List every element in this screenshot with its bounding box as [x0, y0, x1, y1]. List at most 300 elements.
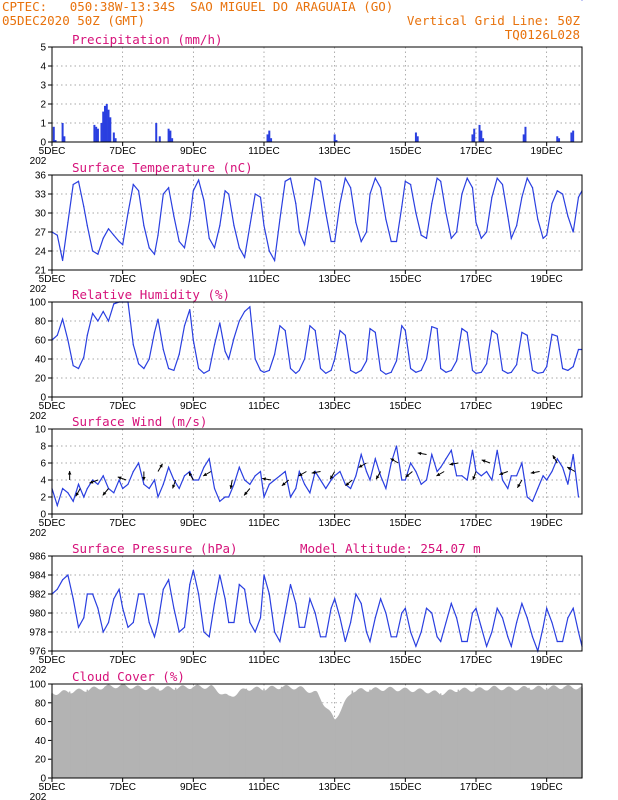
temperature-point	[209, 238, 210, 239]
pressure-xtick-label: 9DEC	[179, 655, 207, 666]
humidity-xtick-label: 5DEC	[38, 401, 66, 412]
wind-point	[285, 471, 286, 472]
pressure-point	[401, 612, 402, 613]
wind-point	[334, 475, 335, 476]
temperature-point	[62, 260, 63, 261]
temperature-point	[133, 184, 134, 185]
humidity-point	[410, 368, 411, 369]
pressure-point	[193, 570, 194, 571]
wind-point	[299, 471, 300, 472]
humidity-ytick-label: 40	[34, 354, 46, 366]
wind-point	[481, 475, 482, 476]
precip-bar	[100, 123, 102, 142]
humidity-point	[502, 370, 503, 371]
humidity-year-fragment: 202	[29, 411, 47, 422]
humidity-point	[173, 370, 174, 371]
cloud-cover-ytick-label: 0	[40, 773, 46, 785]
pressure-point	[467, 641, 468, 642]
pressure-point	[369, 641, 370, 642]
precipitation-ytick-label: 3	[40, 80, 46, 92]
humidity-point	[225, 351, 226, 352]
humidity-ytick-label: 80	[34, 316, 46, 328]
temperature-point	[83, 206, 84, 207]
temperature-point	[119, 241, 120, 242]
pressure-point	[73, 598, 74, 599]
humidity-point	[92, 313, 93, 314]
temperature-panel	[30, 160, 583, 295]
pressure-title: Surface Pressure (hPa)	[72, 541, 238, 556]
precipitation-xtick-label: 17DEC	[459, 146, 493, 157]
precip-bar	[479, 125, 481, 142]
humidity-point	[67, 339, 68, 340]
temperature-point	[127, 212, 128, 213]
humidity-point	[578, 349, 579, 350]
humidity-ytick-label: 100	[29, 297, 46, 309]
temperature-point	[369, 193, 370, 194]
wind-xtick-label: 5DEC	[38, 518, 66, 529]
temperature-xtick-label: 9DEC	[179, 274, 207, 285]
wind-point	[122, 488, 123, 489]
pressure-point	[228, 622, 229, 623]
humidity-point	[87, 335, 88, 336]
precip-bar	[482, 138, 484, 142]
humidity-point	[467, 332, 468, 333]
wind-point	[209, 458, 210, 459]
precip-bar	[155, 123, 157, 142]
precip-bar	[417, 136, 419, 142]
pressure-point	[475, 608, 476, 609]
pressure-point	[451, 603, 452, 604]
humidity-point	[521, 332, 522, 333]
wind-point	[573, 454, 574, 455]
precip-bar	[480, 131, 482, 142]
humidity-point	[193, 339, 194, 340]
wind-point	[255, 475, 256, 476]
humidity-point	[325, 373, 326, 374]
humidity-point	[401, 325, 402, 326]
humidity-point	[239, 320, 240, 321]
wind-point	[157, 496, 158, 497]
temperature-point	[497, 178, 498, 179]
pressure-point	[249, 622, 250, 623]
humidity-point	[62, 319, 63, 320]
wind-point	[154, 479, 155, 480]
humidity-point	[573, 366, 574, 367]
pressure-point	[497, 608, 498, 609]
wind-point	[119, 479, 120, 480]
temperature-point	[304, 244, 305, 245]
pressure-point	[78, 627, 79, 628]
wind-point	[269, 484, 270, 485]
temperature-point	[475, 222, 476, 223]
temperature-point	[521, 197, 522, 198]
precip-bar	[108, 110, 110, 142]
temperature-point	[189, 219, 190, 220]
precip-bar	[556, 136, 558, 142]
temperature-point	[546, 235, 547, 236]
wind-point	[396, 445, 397, 446]
humidity-point	[369, 328, 370, 329]
humidity-point	[475, 373, 476, 374]
temperature-point	[225, 190, 226, 191]
pressure-year-fragment: 202	[29, 665, 47, 676]
cloud-cover-ytick-label: 20	[34, 754, 46, 766]
humidity-point	[345, 335, 346, 336]
temperature-point	[396, 241, 397, 242]
humidity-panel	[29, 287, 582, 422]
humidity-point	[163, 349, 164, 350]
temperature-point	[405, 181, 406, 182]
humidity-point	[440, 368, 441, 369]
pressure-point	[290, 584, 291, 585]
wind-point	[163, 484, 164, 485]
wind-point	[361, 454, 362, 455]
temperature-point	[285, 181, 286, 182]
pressure-point	[325, 636, 326, 637]
wind-point	[385, 488, 386, 489]
precip-bar	[62, 123, 64, 142]
temperature-ytick-label: 33	[34, 189, 46, 201]
pressure-ytick-label: 984	[29, 570, 46, 582]
precipitation-year-fragment: 202	[29, 156, 47, 167]
temperature-point	[511, 238, 512, 239]
humidity-point	[567, 370, 568, 371]
pressure-point	[157, 622, 158, 623]
pressure-point	[440, 641, 441, 642]
humidity-point	[339, 330, 340, 331]
wind-point	[214, 488, 215, 489]
humidity-point	[78, 368, 79, 369]
temperature-plot-area	[52, 175, 582, 270]
humidity-point	[405, 330, 406, 331]
humidity-point	[103, 311, 104, 312]
wind-point	[369, 479, 370, 480]
pressure-point	[309, 598, 310, 599]
pressure-xtick-label: 15DEC	[389, 655, 422, 666]
pressure-point	[214, 603, 215, 604]
temperature-point	[320, 181, 321, 182]
temperature-point	[193, 190, 194, 191]
precip-bar	[168, 129, 170, 142]
pressure-point	[173, 608, 174, 609]
header-run-date: 05DEC2020 50Z (GMT)	[2, 13, 145, 28]
pressure-point	[421, 631, 422, 632]
pressure-point	[502, 617, 503, 618]
precip-bar	[95, 127, 97, 142]
pressure-point	[127, 627, 128, 628]
temperature-xtick-label: 13DEC	[318, 274, 351, 285]
humidity-point	[133, 344, 134, 345]
pressure-point	[437, 636, 438, 637]
pressure-point	[209, 636, 210, 637]
wind-point	[78, 484, 79, 485]
precip-bar	[523, 134, 525, 142]
wind-point	[502, 479, 503, 480]
humidity-ytick-label: 0	[40, 392, 46, 404]
temperature-point	[578, 197, 579, 198]
humidity-point	[532, 370, 533, 371]
temperature-point	[279, 219, 280, 220]
wind-point	[551, 471, 552, 472]
pressure-point	[320, 636, 321, 637]
wind-point	[426, 479, 427, 480]
wind-point	[189, 471, 190, 472]
precipitation-ytick-label: 2	[40, 99, 46, 111]
wind-point	[557, 458, 558, 459]
humidity-point	[209, 370, 210, 371]
wind-xtick-label: 7DEC	[109, 518, 137, 529]
temperature-point	[543, 238, 544, 239]
temperature-point	[149, 247, 150, 248]
pressure-point	[225, 598, 226, 599]
pressure-point	[481, 627, 482, 628]
pressure-point	[557, 641, 558, 642]
precipitation-xtick-label: 15DEC	[389, 146, 422, 157]
humidity-point	[486, 363, 487, 364]
pressure-point	[527, 617, 528, 618]
temperature-point	[472, 187, 473, 188]
temperature-point	[502, 184, 503, 185]
wind-point	[103, 475, 104, 476]
pressure-point	[334, 598, 335, 599]
precip-bar	[53, 127, 55, 142]
wind-point	[537, 488, 538, 489]
pressure-point	[315, 612, 316, 613]
pressure-point	[67, 574, 68, 575]
humidity-point	[472, 370, 473, 371]
temperature-point	[157, 235, 158, 236]
temperature-point	[113, 235, 114, 236]
pressure-point	[461, 641, 462, 642]
wind-xtick-label: 9DEC	[179, 518, 207, 529]
temperature-ytick-label: 36	[34, 170, 46, 182]
precip-bar	[159, 136, 161, 142]
pressure-point	[345, 641, 346, 642]
pressure-point	[198, 593, 199, 594]
temperature-xtick-label: 5DEC	[38, 274, 66, 285]
wind-point	[567, 484, 568, 485]
humidity-point	[73, 365, 74, 366]
humidity-point	[260, 370, 261, 371]
precip-bar	[109, 117, 111, 142]
temperature-point	[410, 184, 411, 185]
wind-point	[320, 479, 321, 480]
wind-plot-area	[52, 429, 582, 514]
wind-point	[532, 501, 533, 502]
wind-xtick-label: 13DEC	[318, 518, 351, 529]
wind-title: Surface Wind (m/s)	[72, 414, 208, 429]
cloud-cover-ytick-label: 60	[34, 717, 46, 729]
precip-bar	[572, 131, 574, 142]
temperature-point	[244, 257, 245, 258]
wind-point	[437, 471, 438, 472]
humidity-title: Relative Humidity (%)	[72, 287, 231, 302]
temperature-point	[103, 238, 104, 239]
temperature-point	[143, 225, 144, 226]
temperature-point	[339, 203, 340, 204]
humidity-point	[355, 373, 356, 374]
pressure-point	[255, 631, 256, 632]
wind-point	[133, 471, 134, 472]
humidity-xtick-label: 17DEC	[459, 401, 493, 412]
header-model-id: TQ0126L028	[504, 27, 580, 42]
wind-point	[355, 475, 356, 476]
humidity-point	[279, 325, 280, 326]
humidity-point	[415, 372, 416, 373]
pressure-point	[573, 608, 574, 609]
temperature-point	[184, 247, 185, 248]
humidity-plot-area	[52, 302, 582, 397]
pressure-point	[532, 636, 533, 637]
temperature-point	[421, 235, 422, 236]
wind-ytick-label: 4	[40, 475, 46, 487]
pressure-point	[396, 636, 397, 637]
humidity-point	[244, 311, 245, 312]
model-altitude: Model Altitude: 254.07 m	[300, 541, 481, 556]
wind-point	[456, 475, 457, 476]
cloud-cover-xtick-label: 15DEC	[389, 782, 422, 793]
pressure-point	[551, 622, 552, 623]
wind-point	[562, 467, 563, 468]
temperature-xtick-label: 17DEC	[459, 274, 493, 285]
temperature-point	[437, 178, 438, 179]
wind-point	[445, 458, 446, 459]
pressure-point	[163, 589, 164, 590]
pressure-point	[339, 617, 340, 618]
humidity-point	[421, 370, 422, 371]
temperature-point	[481, 238, 482, 239]
precip-bar	[113, 133, 115, 143]
wind-point	[350, 488, 351, 489]
precip-bar	[524, 127, 526, 142]
pressure-point	[331, 608, 332, 609]
pressure-point	[445, 622, 446, 623]
wind-point	[57, 505, 58, 506]
pressure-xtick-label: 11DEC	[248, 655, 280, 666]
temperature-point	[97, 254, 98, 255]
temperature-point	[355, 222, 356, 223]
humidity-point	[431, 326, 432, 327]
pressure-point	[426, 608, 427, 609]
wind-point	[467, 479, 468, 480]
pressure-point	[521, 603, 522, 604]
wind-point	[184, 475, 185, 476]
pressure-point	[385, 612, 386, 613]
pressure-point	[274, 631, 275, 632]
cloud-cover-year-fragment: 202	[29, 792, 47, 800]
humidity-point	[233, 338, 234, 339]
wind-point	[491, 479, 492, 480]
humidity-xtick-label: 7DEC	[109, 401, 137, 412]
humidity-point	[154, 332, 155, 333]
wind-point	[366, 471, 367, 472]
wind-point	[274, 479, 275, 480]
pressure-point	[456, 617, 457, 618]
humidity-point	[507, 373, 508, 374]
pressure-point	[279, 641, 280, 642]
humidity-point	[309, 325, 310, 326]
wind-xtick-label: 11DEC	[248, 518, 280, 529]
humidity-ytick-label: 60	[34, 335, 46, 347]
temperature-point	[350, 187, 351, 188]
precip-bar	[471, 134, 473, 142]
temperature-point	[532, 187, 533, 188]
wind-point	[339, 471, 340, 472]
precip-bar	[473, 129, 475, 142]
humidity-point	[274, 354, 275, 355]
pressure-point	[108, 622, 109, 623]
humidity-point	[57, 335, 58, 336]
wind-point	[260, 471, 261, 472]
temperature-point	[274, 260, 275, 261]
pressure-ytick-label: 980	[29, 608, 46, 620]
pressure-point	[410, 631, 411, 632]
pressure-point	[391, 636, 392, 637]
pressure-point	[143, 593, 144, 594]
temperature-point	[154, 254, 155, 255]
pressure-ytick-label: 976	[29, 646, 46, 658]
humidity-point	[157, 319, 158, 320]
pressure-point	[122, 608, 123, 609]
pressure-point	[260, 617, 261, 618]
pressure-point	[233, 622, 234, 623]
pressure-point	[295, 603, 296, 604]
temperature-point	[445, 212, 446, 213]
pressure-plot-area	[52, 556, 582, 651]
temperature-point	[451, 238, 452, 239]
temperature-point	[315, 178, 316, 179]
humidity-point	[214, 344, 215, 345]
temperature-point	[380, 187, 381, 188]
temperature-point	[219, 225, 220, 226]
humidity-point	[290, 368, 291, 369]
precipitation-xtick-label: 11DEC	[248, 146, 280, 157]
humidity-point	[285, 330, 286, 331]
wind-point	[421, 484, 422, 485]
temperature-ytick-label: 30	[34, 208, 46, 220]
precip-bar	[415, 133, 417, 143]
humidity-point	[203, 373, 204, 374]
temperature-point	[401, 206, 402, 207]
pressure-point	[516, 622, 517, 623]
cloud-cover-ytick-label: 40	[34, 735, 46, 747]
pressure-point	[361, 603, 362, 604]
panels	[29, 0, 582, 800]
temperature-ytick-label: 27	[34, 227, 46, 239]
humidity-point	[391, 372, 392, 373]
temperature-point	[290, 178, 291, 179]
pressure-point	[184, 627, 185, 628]
pressure-point	[179, 631, 180, 632]
pressure-point	[486, 646, 487, 647]
pressure-point	[299, 627, 300, 628]
wind-point	[511, 475, 512, 476]
temperature-point	[345, 178, 346, 179]
cloud-cover-xtick-label: 7DEC	[109, 782, 137, 793]
wind-point	[440, 467, 441, 468]
temperature-point	[173, 216, 174, 217]
precip-bar	[171, 138, 173, 142]
humidity-point	[149, 358, 150, 359]
wind-point	[527, 496, 528, 497]
wind-ytick-label: 8	[40, 441, 46, 453]
humidity-point	[219, 322, 220, 323]
pressure-point	[203, 631, 204, 632]
wind-point	[149, 488, 150, 489]
cloud-cover-xtick-label: 19DEC	[530, 782, 563, 793]
precip-bar	[97, 129, 99, 142]
wind-xtick-label: 15DEC	[389, 518, 422, 529]
